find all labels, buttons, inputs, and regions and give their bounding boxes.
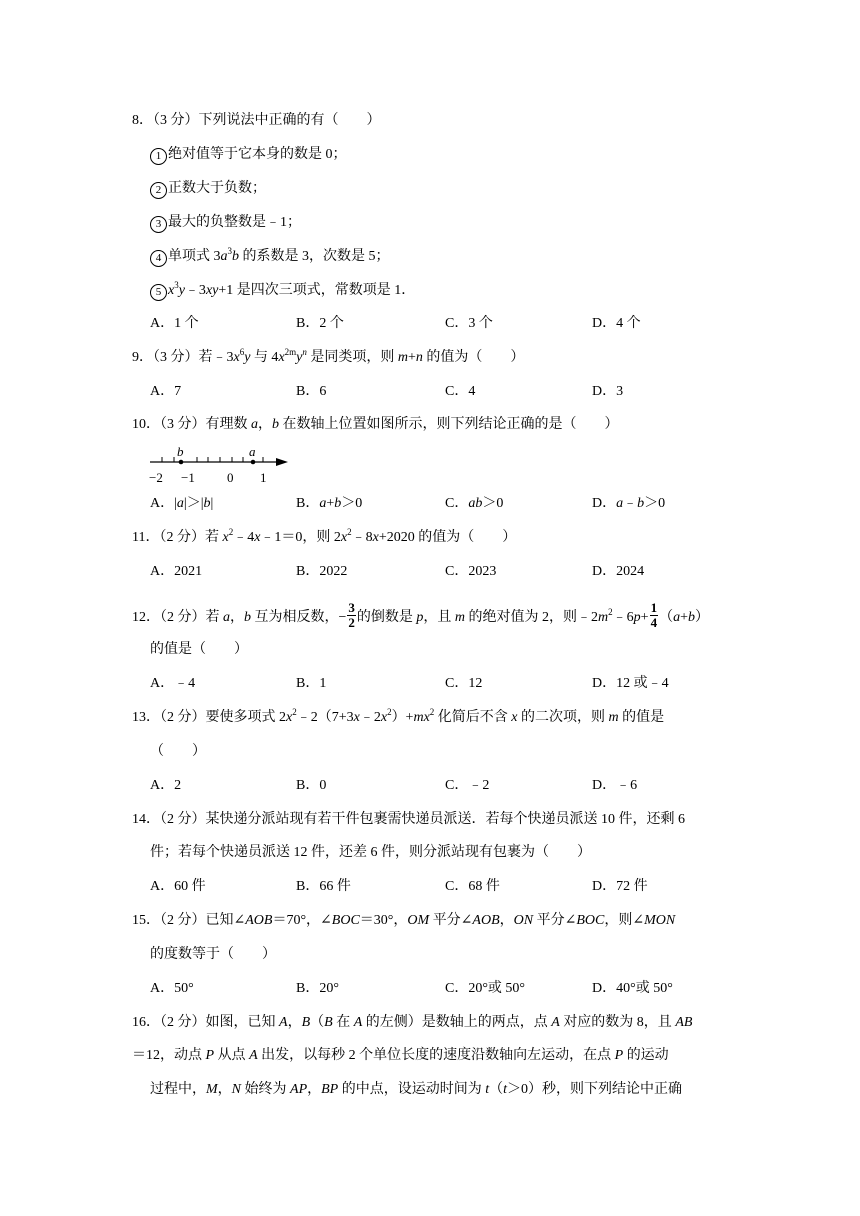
question-16-line1 bbox=[132, 1013, 692, 1033]
text: ）+ bbox=[391, 710, 414, 725]
text: + bbox=[680, 610, 688, 625]
q10-option-b bbox=[296, 494, 362, 514]
var: a bbox=[220, 249, 228, 264]
var: a bbox=[251, 417, 258, 432]
tick-label: −1 bbox=[181, 470, 195, 485]
text: 10．（3 分）有理数 bbox=[132, 417, 251, 432]
text: 16．（2 分）如图，已知 bbox=[132, 1015, 279, 1030]
var: b bbox=[272, 417, 279, 432]
var: A bbox=[353, 1015, 363, 1030]
question-16-line3 bbox=[150, 1080, 682, 1100]
text: ﹣3 bbox=[184, 283, 206, 298]
var: a bbox=[223, 610, 230, 625]
var: x bbox=[222, 530, 229, 545]
point-a-label: a bbox=[249, 444, 256, 459]
q8-statement-3 bbox=[150, 213, 301, 233]
text: 平分∠ bbox=[533, 913, 577, 928]
point-b-dot bbox=[179, 460, 184, 465]
q15-option-d: D．40°或 50° bbox=[592, 981, 673, 996]
q10-option-a bbox=[150, 494, 213, 514]
text: （ bbox=[659, 610, 674, 625]
question-13-stem bbox=[132, 708, 664, 728]
var: b bbox=[637, 496, 645, 511]
var: b bbox=[244, 610, 251, 625]
exponent: 3 bbox=[174, 280, 179, 290]
var: m bbox=[598, 610, 609, 625]
circled-number: 5 bbox=[150, 284, 167, 301]
var: x bbox=[511, 710, 518, 725]
question-15-stem bbox=[132, 911, 675, 931]
text: ， bbox=[217, 1082, 232, 1097]
text: 单项式 3 bbox=[168, 249, 221, 264]
q13-option-d: D．﹣6 bbox=[592, 778, 638, 793]
question-10-stem bbox=[132, 415, 619, 435]
text: D． bbox=[592, 496, 617, 511]
text: ﹣2（7+3 bbox=[296, 710, 354, 725]
circled-number: 4 bbox=[150, 250, 167, 267]
s3-text: 最大的负整数是﹣1； bbox=[168, 215, 301, 230]
exponent: 6 bbox=[239, 347, 245, 357]
var: x bbox=[353, 710, 360, 725]
var: m bbox=[397, 350, 409, 365]
axis-arrow bbox=[276, 458, 288, 466]
text: 的值是 bbox=[618, 710, 665, 725]
var: A bbox=[279, 1015, 288, 1030]
question-11-stem bbox=[132, 528, 516, 548]
var: p bbox=[416, 610, 424, 625]
var: n bbox=[415, 350, 423, 365]
var: BOC bbox=[576, 913, 605, 928]
var: P bbox=[614, 1048, 624, 1063]
question-14-line2: 件；若每个快递员派送 12 件，还差 6 件，则分派站现有包裹为（ ） bbox=[150, 845, 591, 860]
text: ， bbox=[287, 1015, 302, 1030]
q8-option-b: B．2 个 bbox=[296, 316, 344, 331]
var: mx bbox=[413, 710, 430, 725]
question-14-line1: 14．（2 分）某快递分派站现有若干件包裹需快递员派送．若每个快递员派送 10 件，还剩 6 bbox=[132, 812, 685, 827]
text: 出发，以每秒 2 个单位长度的速度沿数轴向左运动，在点 bbox=[257, 1048, 615, 1063]
text: 平分∠ bbox=[429, 913, 473, 928]
q15-option-b: B．20° bbox=[296, 981, 339, 996]
var: x bbox=[286, 710, 293, 725]
text: （ bbox=[310, 1015, 325, 1030]
text: 的二次项，则 bbox=[517, 710, 609, 725]
var: M bbox=[206, 1082, 218, 1097]
text: |＞| bbox=[183, 496, 204, 511]
text: 的绝对值为 2，则﹣2 bbox=[465, 610, 599, 625]
var: x bbox=[254, 530, 261, 545]
numerator: 1 bbox=[650, 600, 658, 616]
text: ＞0 bbox=[482, 496, 504, 511]
text: ﹣4 bbox=[233, 530, 255, 545]
var: m bbox=[454, 610, 466, 625]
text: A．| bbox=[150, 496, 177, 511]
var: A bbox=[551, 1015, 560, 1030]
var: ON bbox=[513, 913, 534, 928]
q11-option-d: D．2024 bbox=[592, 564, 645, 579]
q13-option-a: A．2 bbox=[150, 778, 182, 793]
circled-number: 2 bbox=[150, 182, 167, 199]
var: B bbox=[324, 1015, 333, 1030]
text: 9．（3 分）若﹣3 bbox=[132, 350, 234, 365]
text: ＝12，动点 bbox=[132, 1048, 206, 1063]
denominator: 2 bbox=[348, 615, 355, 631]
var: A bbox=[249, 1048, 258, 1063]
exponent: 2m bbox=[284, 347, 297, 357]
circled-number: 3 bbox=[150, 216, 167, 233]
text: ﹣ bbox=[623, 496, 638, 511]
text: C． bbox=[445, 496, 469, 511]
exponent: 2 bbox=[292, 707, 297, 717]
q9-option-a: A．7 bbox=[150, 384, 182, 399]
var: a bbox=[176, 496, 184, 511]
q14-option-d: D．72 件 bbox=[592, 879, 648, 894]
q11-option-a: A．2021 bbox=[150, 564, 203, 579]
s2-text: 正数大于负数； bbox=[168, 181, 266, 196]
text: ，且 bbox=[423, 610, 455, 625]
q14-option-b: B．66 件 bbox=[296, 879, 351, 894]
var: BOC bbox=[331, 913, 360, 928]
point-b-label: b bbox=[177, 444, 184, 459]
text: 过程中， bbox=[150, 1082, 206, 1097]
denominator: 4 bbox=[650, 615, 658, 631]
var: y bbox=[244, 350, 251, 365]
var: b bbox=[334, 496, 342, 511]
text: 13．（2 分）要使多项式 2 bbox=[132, 710, 286, 725]
q12-option-b: B．1 bbox=[296, 676, 327, 691]
text: ﹣2 bbox=[359, 710, 381, 725]
text: + bbox=[408, 350, 416, 365]
text: ＝70°，∠ bbox=[272, 913, 332, 928]
text: +2020 的值为（ ） bbox=[378, 530, 517, 545]
var: x bbox=[278, 350, 285, 365]
q8-statement-5 bbox=[150, 281, 415, 301]
q8-statement-2 bbox=[150, 179, 266, 199]
q9-option-d: D．3 bbox=[592, 384, 624, 399]
var: MON bbox=[644, 913, 676, 928]
q11-option-b: B．2022 bbox=[296, 564, 348, 579]
number-line-figure bbox=[146, 443, 296, 487]
point-a-dot bbox=[251, 460, 256, 465]
var: a bbox=[616, 496, 624, 511]
var: x bbox=[372, 530, 379, 545]
exponent: 2 bbox=[608, 607, 613, 617]
text: 的系数是 3，次数是 5； bbox=[239, 249, 390, 264]
var: y bbox=[178, 283, 185, 298]
question-13-line2: （ ） bbox=[150, 744, 206, 759]
var: b bbox=[203, 496, 211, 511]
var: x bbox=[380, 710, 388, 725]
text: 的倒数是 bbox=[356, 610, 417, 625]
var: b bbox=[687, 610, 695, 625]
q10-option-d bbox=[592, 494, 665, 514]
text: 11．（2 分）若 bbox=[132, 530, 223, 545]
text: ＞0）秒，则下列结论中正确 bbox=[507, 1082, 683, 1097]
q14-option-c: C．68 件 bbox=[445, 879, 500, 894]
question-16-line2 bbox=[132, 1046, 669, 1066]
var: b bbox=[232, 249, 239, 264]
text: ， bbox=[230, 610, 244, 625]
text: ＞0 bbox=[341, 496, 363, 511]
exponent: n bbox=[302, 347, 307, 357]
text: + bbox=[640, 610, 649, 625]
exponent: 3 bbox=[227, 246, 232, 256]
q13-option-c: C．﹣2 bbox=[445, 778, 490, 793]
text: ﹣1＝0，则 2 bbox=[260, 530, 341, 545]
text: ，则∠ bbox=[604, 913, 645, 928]
var: BP bbox=[321, 1082, 339, 1097]
text: ， bbox=[307, 1082, 322, 1097]
text: 15．（2 分）已知∠ bbox=[132, 913, 246, 928]
text: 对应的数为 8，且 bbox=[559, 1015, 676, 1030]
q14-option-a: A．60 件 bbox=[150, 879, 206, 894]
text: ＝30°， bbox=[359, 913, 408, 928]
exponent: 2 bbox=[387, 707, 392, 717]
text: ， bbox=[258, 417, 272, 432]
text: ﹣8 bbox=[351, 530, 373, 545]
q9-option-b: B．6 bbox=[296, 384, 327, 399]
numerator: 3 bbox=[348, 600, 355, 616]
exponent: 2 bbox=[347, 527, 352, 537]
q8-option-d: D．4 个 bbox=[592, 316, 641, 331]
fraction bbox=[650, 601, 659, 630]
q12-option-a: A．﹣4 bbox=[150, 676, 196, 691]
question-12-line2: 的值是（ ） bbox=[150, 642, 248, 657]
text: ＞0 bbox=[644, 496, 666, 511]
var: p bbox=[633, 610, 641, 625]
var: m bbox=[608, 710, 619, 725]
text: 12．（2 分）若 bbox=[132, 610, 223, 625]
text: 的运动 bbox=[623, 1048, 669, 1063]
text: 互为相反数，− bbox=[251, 610, 347, 625]
var: P bbox=[205, 1048, 215, 1063]
text: 从点 bbox=[214, 1048, 250, 1063]
var: ab bbox=[468, 496, 483, 511]
text: ， bbox=[499, 913, 514, 928]
text: 是同类项，则 bbox=[306, 350, 398, 365]
text: | bbox=[210, 496, 214, 511]
text: + bbox=[326, 496, 335, 511]
q15-option-a: A．50° bbox=[150, 981, 194, 996]
q15-option-c: C．20°或 50° bbox=[445, 981, 526, 996]
question-8-stem: 8．（3 分）下列说法中正确的有（ ） bbox=[132, 113, 381, 128]
question-12-stem bbox=[132, 600, 709, 633]
text: +1 是四次三项式，常数项是 1． bbox=[218, 283, 416, 298]
var: x bbox=[340, 530, 348, 545]
text: 在 bbox=[332, 1015, 354, 1030]
q12-option-d: D．12 或﹣4 bbox=[592, 676, 669, 691]
var: B bbox=[301, 1015, 311, 1030]
question-9-stem bbox=[132, 348, 524, 368]
text: 与 4 bbox=[250, 350, 279, 365]
circled-number: 1 bbox=[150, 148, 167, 165]
q8-option-c: C．3 个 bbox=[445, 316, 493, 331]
fraction bbox=[347, 601, 356, 630]
q9-option-c: C．4 bbox=[445, 384, 476, 399]
var: x bbox=[168, 283, 175, 298]
q12-option-c: C．12 bbox=[445, 676, 483, 691]
text: 在数轴上位置如图所示，则下列结论正确的是（ ） bbox=[279, 417, 619, 432]
var: AOB bbox=[472, 913, 500, 928]
var: a bbox=[673, 610, 681, 625]
text: ） bbox=[694, 610, 709, 625]
text: B． bbox=[296, 496, 320, 511]
text: 的中点，设运动时间为 bbox=[338, 1082, 486, 1097]
var: a bbox=[319, 496, 327, 511]
text: 始终为 bbox=[241, 1082, 291, 1097]
var: x bbox=[233, 350, 240, 365]
var: N bbox=[231, 1082, 242, 1097]
var: t bbox=[503, 1082, 508, 1097]
var: AOB bbox=[245, 913, 273, 928]
q8-option-a: A．1 个 bbox=[150, 316, 199, 331]
q13-option-b: B．0 bbox=[296, 778, 327, 793]
text: 的值为（ ） bbox=[422, 350, 525, 365]
var: xy bbox=[205, 283, 219, 298]
question-15-line2: 的度数等于（ ） bbox=[150, 947, 276, 962]
text: 的左侧）是数轴上的两点，点 bbox=[362, 1015, 552, 1030]
q8-statement-4 bbox=[150, 247, 390, 267]
var: y bbox=[296, 350, 303, 365]
q11-option-c: C．2023 bbox=[445, 564, 497, 579]
var: AB bbox=[675, 1015, 693, 1030]
tick-label: 1 bbox=[260, 470, 267, 485]
exponent: 2 bbox=[228, 527, 234, 537]
var: AP bbox=[290, 1082, 308, 1097]
tick-label: −2 bbox=[149, 470, 163, 485]
var: OM bbox=[407, 913, 430, 928]
exponent: 2 bbox=[429, 707, 435, 717]
text: （ bbox=[489, 1082, 504, 1097]
text: ﹣6 bbox=[612, 610, 634, 625]
var: t bbox=[485, 1082, 490, 1097]
q8-statement-1 bbox=[150, 145, 347, 165]
text: 化简后不含 bbox=[434, 710, 512, 725]
tick-label: 0 bbox=[227, 470, 234, 485]
q10-option-c bbox=[445, 494, 503, 514]
s1-text: 绝对值等于它本身的数是 0； bbox=[168, 147, 347, 162]
